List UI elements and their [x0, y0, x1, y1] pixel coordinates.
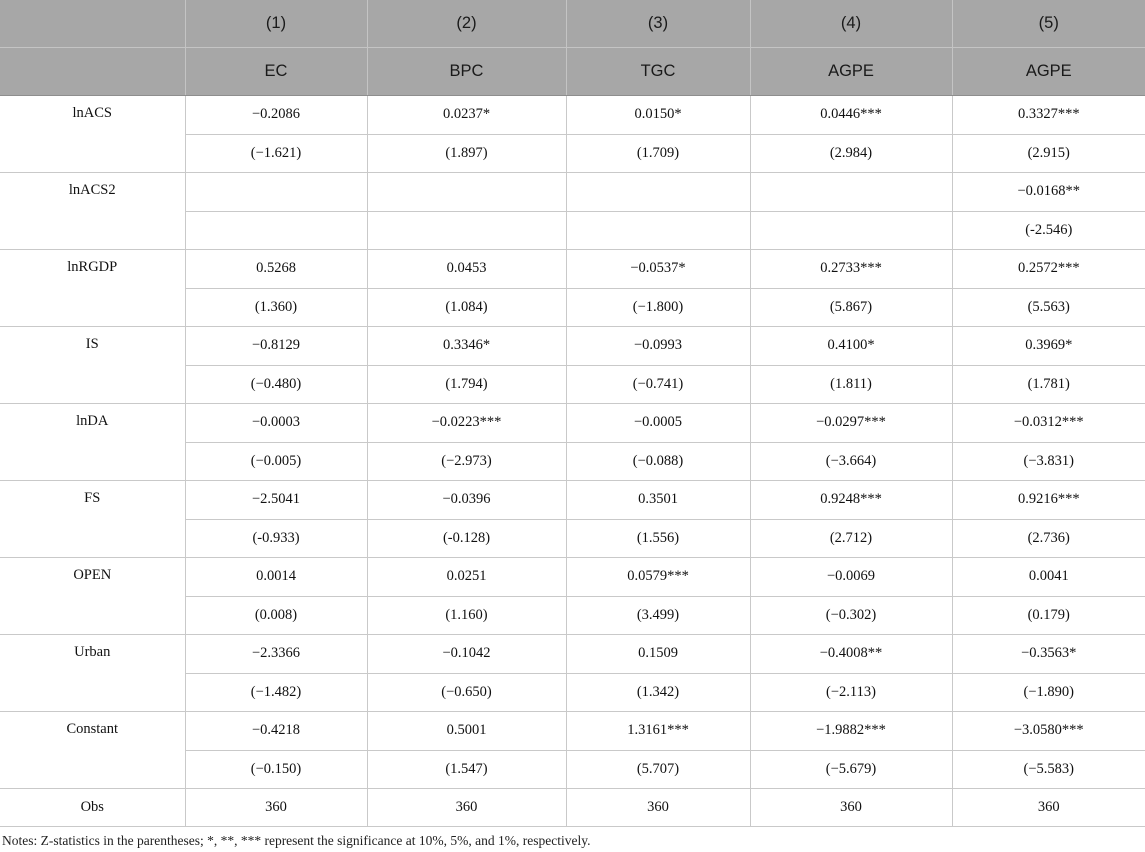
variable-name: Obs [0, 789, 185, 827]
obs-cell: 360 [185, 789, 367, 827]
header-corner [0, 0, 185, 48]
z-statistic-cell: (1.811) [750, 365, 952, 404]
z-statistic-cell: (1.342) [566, 673, 750, 712]
z-statistic-cell: (5.707) [566, 750, 750, 789]
coefficient-cell: 0.4100* [750, 327, 952, 366]
variable-name: OPEN [0, 558, 185, 635]
table-row-coefficients [0, 635, 1145, 674]
variable-name: lnACS [0, 96, 185, 173]
coefficient-cell: −0.8129 [185, 327, 367, 366]
table-row-coefficients [0, 173, 1145, 212]
variable-name: Urban [0, 635, 185, 712]
coefficient-cell [566, 173, 750, 212]
coefficient-cell: −0.0003 [185, 404, 367, 443]
variable-name: lnRGDP [0, 250, 185, 327]
coefficient-cell: 0.0237* [367, 96, 566, 135]
coefficient-cell: −0.0537* [566, 250, 750, 289]
z-statistic-cell: (1.547) [367, 750, 566, 789]
variable-name: FS [0, 481, 185, 558]
obs-cell: 360 [566, 789, 750, 827]
variable-name: lnDA [0, 404, 185, 481]
dependent-variable: TGC [566, 48, 750, 96]
coefficient-cell: −0.0223*** [367, 404, 566, 443]
z-statistic-cell: (−5.679) [750, 750, 952, 789]
column-number: (1) [185, 0, 367, 48]
table-row-coefficients [0, 250, 1145, 289]
coefficient-cell: −0.2086 [185, 96, 367, 135]
coefficient-cell: −0.0312*** [952, 404, 1145, 443]
z-statistic-cell: (−0.088) [566, 442, 750, 481]
z-statistic-cell: (−0.005) [185, 442, 367, 481]
coefficient-cell: 0.3327*** [952, 96, 1145, 135]
z-statistic-cell: (1.897) [367, 134, 566, 173]
coefficient-cell: −0.0297*** [750, 404, 952, 443]
z-statistic-cell: (1.709) [566, 134, 750, 173]
z-statistic-cell [367, 211, 566, 250]
dependent-variable: EC [185, 48, 367, 96]
table-body [0, 96, 1145, 827]
coefficient-cell: −0.0069 [750, 558, 952, 597]
z-statistic-cell: (−1.621) [185, 134, 367, 173]
z-statistic-cell: (−5.583) [952, 750, 1145, 789]
z-statistic-cell: (−0.150) [185, 750, 367, 789]
coefficient-cell: 0.0453 [367, 250, 566, 289]
coefficient-cell: −2.3366 [185, 635, 367, 674]
coefficient-cell: 0.3969* [952, 327, 1145, 366]
z-statistic-cell: (−0.480) [185, 365, 367, 404]
header-row-column-numbers [0, 0, 1145, 48]
z-statistic-cell: (1.556) [566, 519, 750, 558]
obs-cell: 360 [750, 789, 952, 827]
coefficient-cell [750, 173, 952, 212]
table-row-obs [0, 789, 1145, 827]
coefficient-cell: 0.3501 [566, 481, 750, 520]
dependent-variable: BPC [367, 48, 566, 96]
coefficient-cell: −0.0993 [566, 327, 750, 366]
dependent-variable: AGPE [750, 48, 952, 96]
column-number: (3) [566, 0, 750, 48]
variable-name: IS [0, 327, 185, 404]
z-statistic-cell: (−0.650) [367, 673, 566, 712]
z-statistic-cell: (−1.800) [566, 288, 750, 327]
z-statistic-cell: (-0.128) [367, 519, 566, 558]
z-statistic-cell: (1.360) [185, 288, 367, 327]
obs-cell: 360 [367, 789, 566, 827]
obs-cell: 360 [952, 789, 1145, 827]
z-statistic-cell [566, 211, 750, 250]
coefficient-cell [367, 173, 566, 212]
header-row-dependent-variables [0, 48, 1145, 96]
z-statistic-cell: (−2.973) [367, 442, 566, 481]
coefficient-cell [185, 173, 367, 212]
z-statistic-cell: (2.915) [952, 134, 1145, 173]
z-statistic-cell: (2.736) [952, 519, 1145, 558]
z-statistic-cell: (1.160) [367, 596, 566, 635]
coefficient-cell: 0.1509 [566, 635, 750, 674]
column-number: (5) [952, 0, 1145, 48]
table-header [0, 0, 1145, 96]
z-statistic-cell: (1.781) [952, 365, 1145, 404]
z-statistic-cell: (3.499) [566, 596, 750, 635]
z-statistic-cell: (5.867) [750, 288, 952, 327]
z-statistic-cell: (-0.933) [185, 519, 367, 558]
coefficient-cell: −0.0168** [952, 173, 1145, 212]
coefficient-cell: 0.0251 [367, 558, 566, 597]
coefficient-cell: 0.9248*** [750, 481, 952, 520]
coefficient-cell: 0.9216*** [952, 481, 1145, 520]
z-statistic-cell: (5.563) [952, 288, 1145, 327]
table-row-coefficients [0, 712, 1145, 751]
coefficient-cell: 0.0041 [952, 558, 1145, 597]
table-row-coefficients [0, 558, 1145, 597]
table-row-coefficients [0, 96, 1145, 135]
coefficient-cell: −0.4218 [185, 712, 367, 751]
table-row-coefficients [0, 404, 1145, 443]
coefficient-cell: −0.3563* [952, 635, 1145, 674]
z-statistic-cell: (2.712) [750, 519, 952, 558]
coefficient-cell: 0.5001 [367, 712, 566, 751]
z-statistic-cell: (−0.302) [750, 596, 952, 635]
z-statistic-cell: (1.084) [367, 288, 566, 327]
z-statistic-cell: (1.794) [367, 365, 566, 404]
coefficient-cell: −0.0005 [566, 404, 750, 443]
coefficient-cell: −0.4008** [750, 635, 952, 674]
table-row-coefficients [0, 327, 1145, 366]
z-statistic-cell: (−1.890) [952, 673, 1145, 712]
table-notes: Notes: Z-statistics in the parentheses; *, **, *** represent the significance at 10%, 5%, and 1%, respectively. [2, 833, 591, 848]
z-statistic-cell [750, 211, 952, 250]
z-statistic-cell: (−3.831) [952, 442, 1145, 481]
coefficient-cell: 0.2733*** [750, 250, 952, 289]
coefficient-cell: 0.5268 [185, 250, 367, 289]
z-statistic-cell: (0.008) [185, 596, 367, 635]
coefficient-cell: −0.0396 [367, 481, 566, 520]
coefficient-cell: 0.3346* [367, 327, 566, 366]
z-statistic-cell: (−1.482) [185, 673, 367, 712]
dependent-variable: AGPE [952, 48, 1145, 96]
column-number: (4) [750, 0, 952, 48]
z-statistic-cell: (−2.113) [750, 673, 952, 712]
coefficient-cell: −3.0580*** [952, 712, 1145, 751]
z-statistic-cell: (0.179) [952, 596, 1145, 635]
coefficient-cell: 0.0446*** [750, 96, 952, 135]
z-statistic-cell: (-2.546) [952, 211, 1145, 250]
table-row-coefficients [0, 481, 1145, 520]
coefficient-cell: −2.5041 [185, 481, 367, 520]
coefficient-cell: 1.3161*** [566, 712, 750, 751]
variable-name: lnACS2 [0, 173, 185, 250]
coefficient-cell: 0.0150* [566, 96, 750, 135]
coefficient-cell: −1.9882*** [750, 712, 952, 751]
coefficient-cell: 0.0579*** [566, 558, 750, 597]
z-statistic-cell: (2.984) [750, 134, 952, 173]
z-statistic-cell: (−0.741) [566, 365, 750, 404]
header-corner [0, 48, 185, 96]
column-number: (2) [367, 0, 566, 48]
z-statistic-cell [185, 211, 367, 250]
coefficient-cell: −0.1042 [367, 635, 566, 674]
coefficient-cell: 0.0014 [185, 558, 367, 597]
coefficient-cell: 0.2572*** [952, 250, 1145, 289]
variable-name: Constant [0, 712, 185, 789]
z-statistic-cell: (−3.664) [750, 442, 952, 481]
